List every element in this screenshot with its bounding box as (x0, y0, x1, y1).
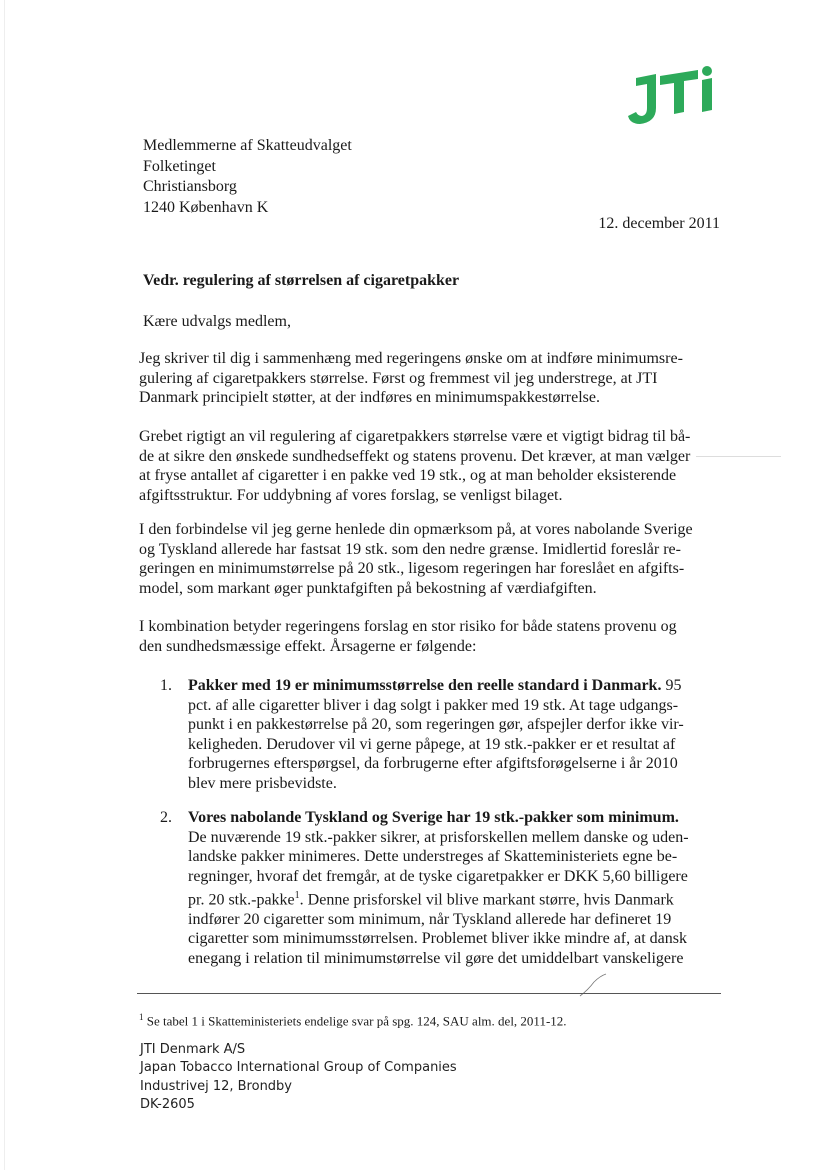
paragraph-line: Grebet rigtigt an vil regulering af cigaretpakkers størrelse være et vigtigt bidrag til bå- (139, 428, 691, 445)
company-line: DK-2605 (140, 1096, 195, 1112)
list-item-heading: Vores nabolande Tyskland og Sverige har 19 stk.-pakker som minimum. (188, 809, 679, 826)
list-item-line: indfører 20 cigaretter som minimum, når Tyskland allerede har defineret 19 (188, 910, 672, 928)
recipient-line: Medlemmerne af Skatteudvalget (143, 137, 352, 154)
scan-edge-line (4, 0, 5, 1170)
list-item-line (188, 886, 689, 910)
recipient-line: Folketinget (143, 157, 216, 175)
salutation: Kære udvalgs medlem, (143, 313, 291, 330)
list-item-line: punkt i en pakkestørrelse på 20, som regeringen gør, afspejler derfor ikke vir- (188, 716, 684, 733)
list-item-line: blev mere prisbevidste. (188, 774, 337, 792)
paragraph-line: gulering af cigaretpakkers størrelse. Først og fremmest vil jeg understrege, at JTI (139, 369, 658, 387)
footnote-number: 1 (139, 1012, 144, 1022)
list-item-line: landske pakker minimeres. Dette understreges af Skatteministeriets egne be- (188, 848, 678, 865)
list-item-heading: Pakker med 19 er minimumsstørrelse den reelle standard i Danmark. (188, 677, 662, 694)
paragraph-1 (139, 349, 729, 408)
list-item-line: regninger, hvoraf det fremgår, at de tyske cigaretpakker er DKK 5,60 billigere (188, 867, 688, 885)
recipient-address (143, 136, 352, 218)
paragraph-line: Jeg skriver til dig i sammenhæng med regeringens ønske om at indføre minimumsre- (139, 350, 683, 367)
list-number: 1. (160, 677, 172, 694)
scan-artifact-line (696, 456, 781, 457)
footnote-ref[interactable]: 1 (294, 890, 300, 901)
footnote (139, 1012, 567, 1029)
paragraph-line: og Tyskland allerede har fastsat 19 stk. som den nedre grænse. Imidlertid foreslår re- (139, 540, 681, 558)
company-line: Japan Tobacco International Group of Companies (140, 1060, 457, 1076)
list-item-text: . Denne prisforskel vil blive markant større, hvis Danmark (299, 891, 674, 909)
recipient-line: 1240 København K (143, 198, 269, 216)
recipient-line: Christiansborg (143, 178, 237, 195)
list-item-line: enegang i relation til minimumstørrelse vil gøre det umiddelbart vanskeligere (188, 949, 684, 967)
paragraph-line: I kombination betyder regeringens forslag en stor risiko for både statens provenu og (139, 618, 677, 635)
list-item-line: cigaretter som minimumsstørrelsen. Problemet bliver ikke mindre af, at dansk (188, 930, 687, 948)
paragraph-line: Danmark principielt støtter, at der indføres en minimumspakkestørrelse. (139, 389, 601, 406)
list-item-line: keligheden. Derudover vil vi gerne påpege, at 19 stk.-pakker er et resultat af (188, 735, 676, 753)
paragraph-4 (139, 617, 729, 656)
company-line: JTI Denmark A/S (140, 1042, 246, 1057)
list-number: 2. (160, 809, 172, 826)
paragraph-line: de at sikre den ønskede sundhedseffekt og statens provenu. Det kræver, at man vælger (139, 447, 691, 465)
letter-date: 12. december 2011 (598, 215, 720, 232)
paragraph-line: den sundhedsmæssige effekt. Årsagerne er følgende: (139, 637, 477, 655)
company-line: Industrivej 12, Brondby (140, 1078, 293, 1094)
jti-logo (626, 64, 720, 126)
paragraph-3 (139, 520, 729, 598)
paragraph-line: geringen en minimumstørrelse på 20 stk., ligesom regeringen har foreslået en afgifts- (139, 560, 685, 577)
paragraph-line: afgiftsstruktur. For uddybning af vores forslag, se venligst bilaget. (139, 486, 563, 504)
paragraph-2 (139, 427, 729, 505)
footnote-separator (137, 993, 721, 994)
paragraph-line: model, som markant øger punktafgiften på bekostning af værdiafgiften. (139, 579, 597, 597)
letter-subject: Vedr. regulering af størrelsen af cigaretpakker (143, 272, 460, 289)
pen-mark-icon (578, 972, 608, 998)
footnote-text: Se tabel 1 i Skatteministeriets endelige svar på spg. 124, SAU alm. del, 2011-12. (146, 1013, 567, 1029)
company-footer (140, 1041, 457, 1114)
list-item-line: forbrugernes efterspørgsel, da forbrugerne efter afgiftsforøgelserne i år 2010 (188, 755, 678, 772)
paragraph-line: I den forbindelse vil jeg gerne henlede din opmærksom på, at vores nabolande Sverige (139, 521, 693, 538)
list-item-line: pct. af alle cigaretter bliver i dag solgt i pakker med 19 stk. At tage udgangs- (188, 696, 679, 714)
list-item-line: De nuværende 19 stk.-pakker sikrer, at prisforskellen mellem danske og uden- (188, 828, 689, 846)
paragraph-line: at fryse antallet af cigaretter i en pakke ved 19 stk., og at man beholder eksisterende (139, 467, 677, 484)
list-item-text: 95 (661, 677, 682, 694)
list-item-text: pr. 20 stk.-pakke (188, 891, 295, 909)
